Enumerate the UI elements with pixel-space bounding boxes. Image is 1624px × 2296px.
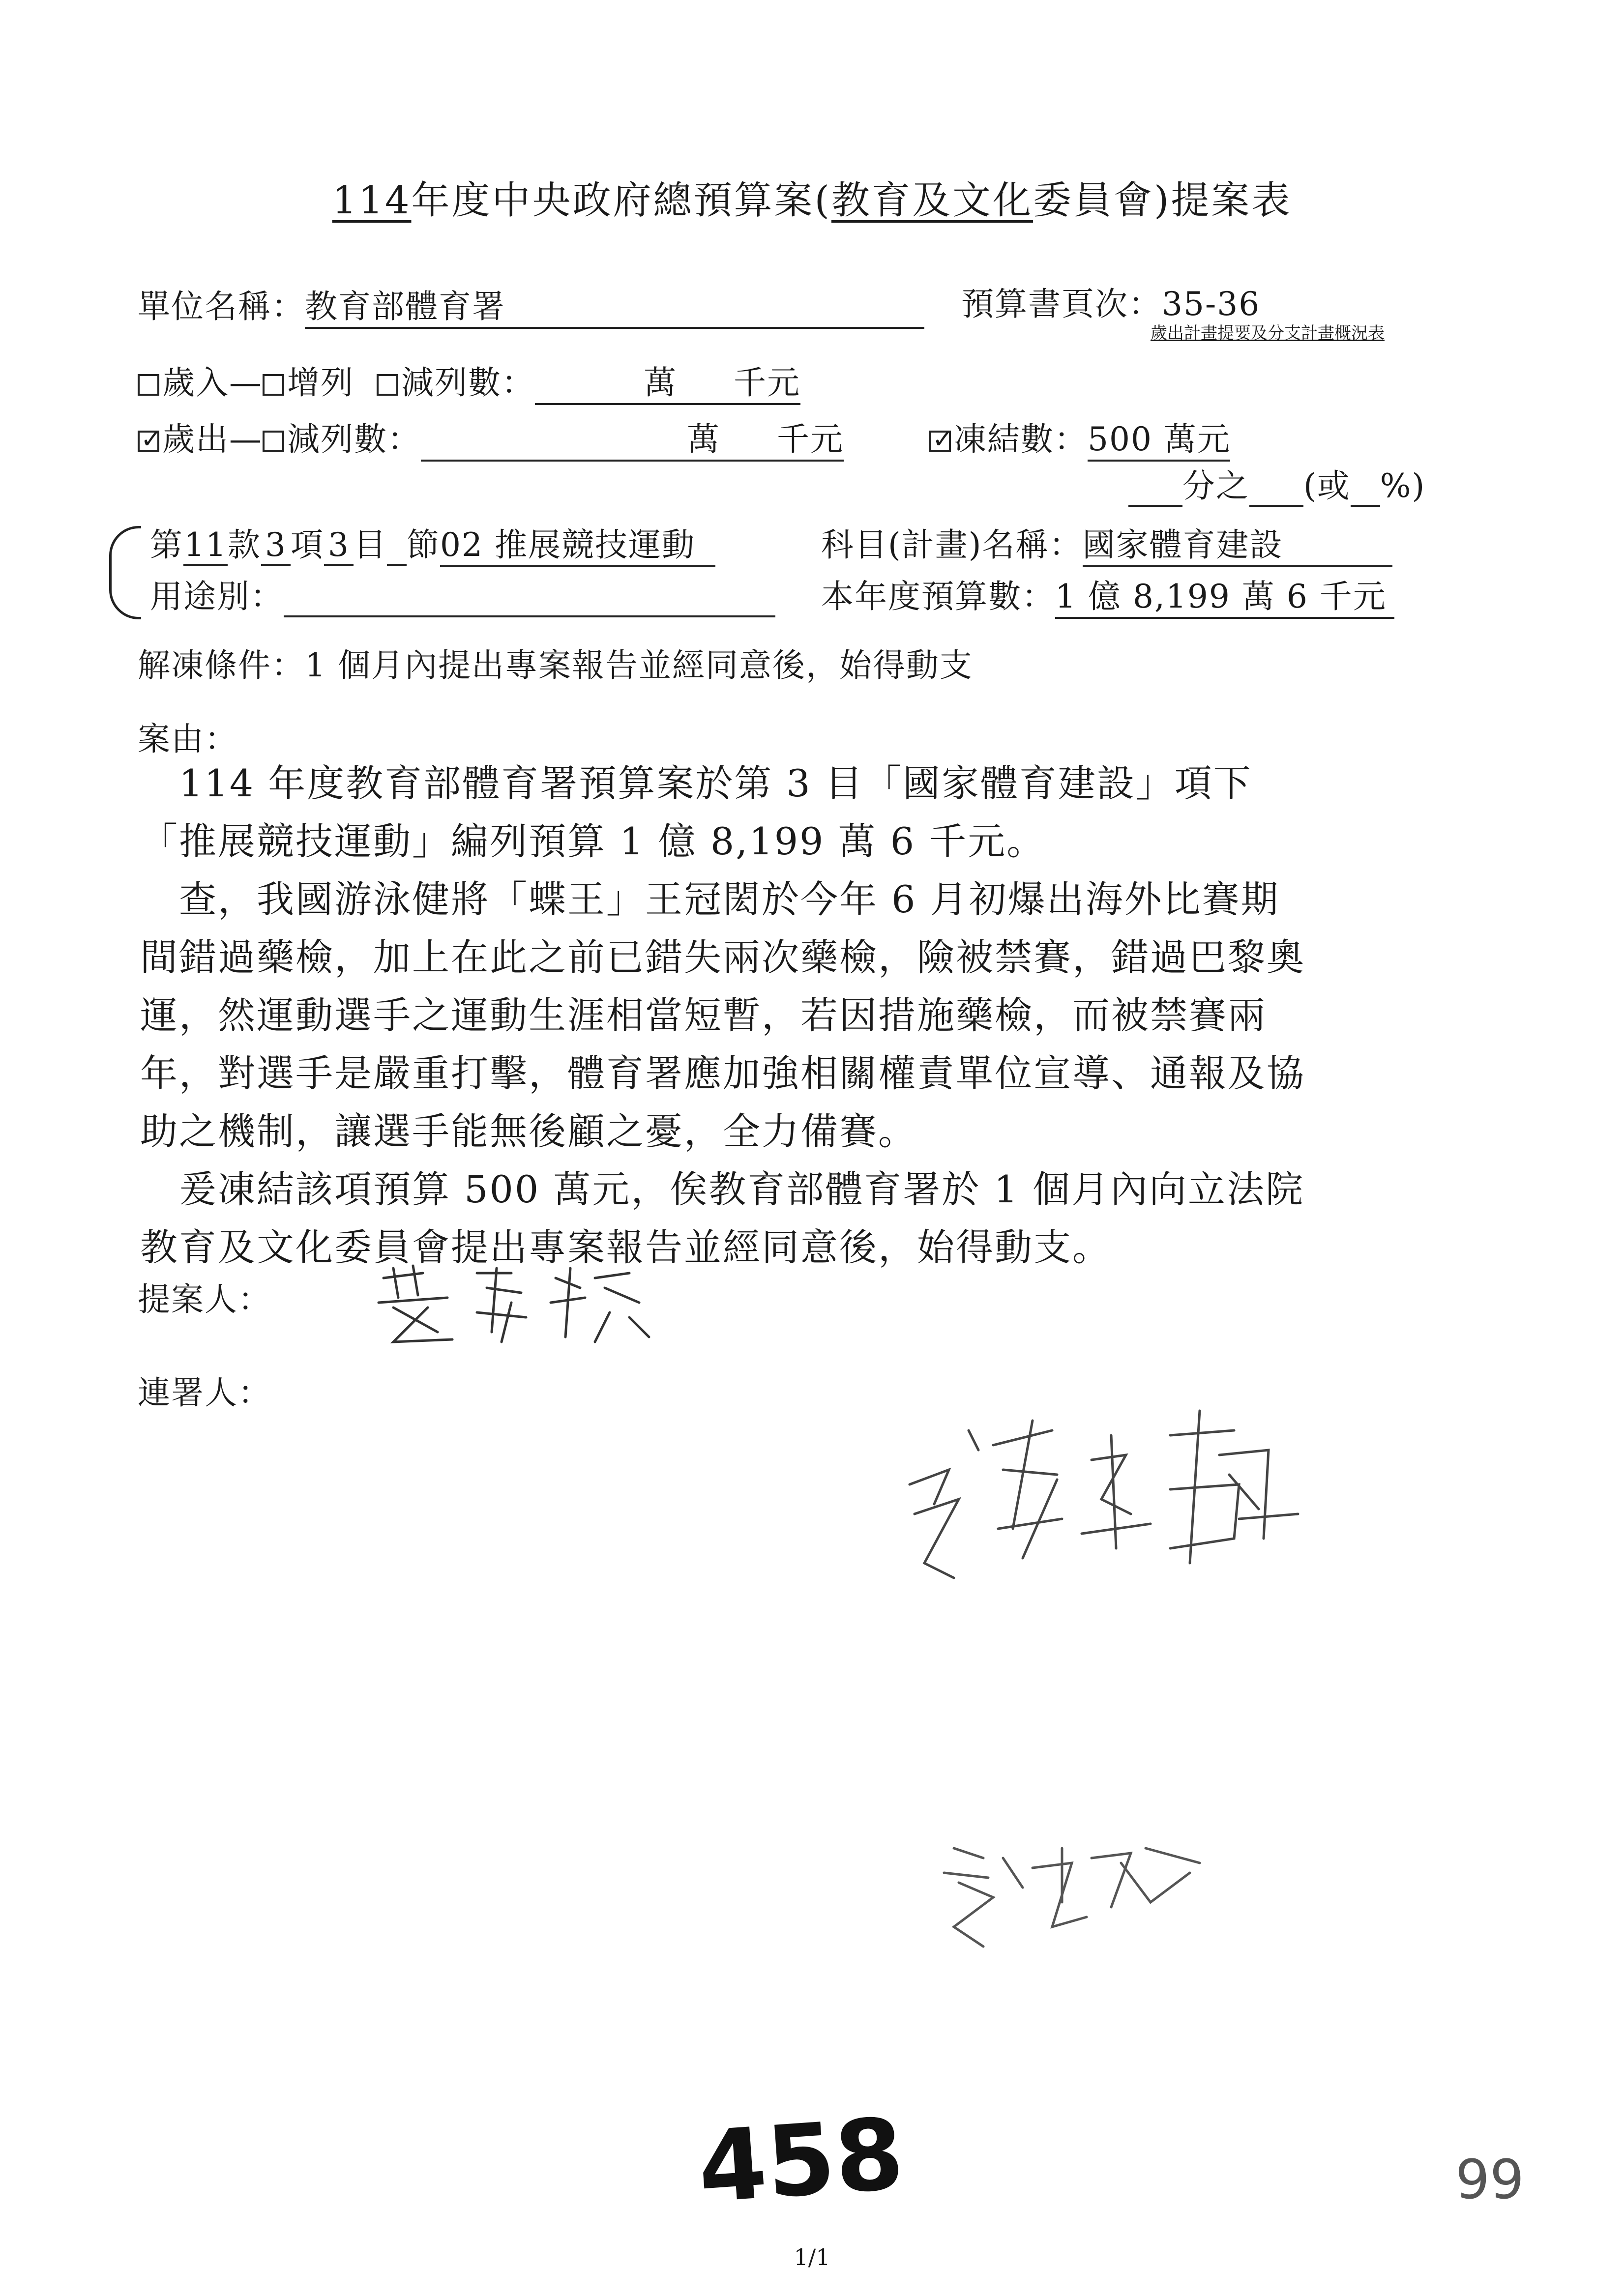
unfreeze-condition: 解凍條件：1 個月內提出專案報告並經同意後，始得動支 [138,646,973,684]
xiang-num: 3 [261,526,291,566]
budget-label: 本年度預算數： [821,578,1055,615]
cosigner-label: 連署人： [138,1374,271,1412]
page-ref [961,278,1260,324]
subject-row [821,519,1392,567]
increase-checkbox[interactable] [263,374,284,396]
subject-value: 國家體育建設 [1083,519,1392,567]
jie: 節 [407,526,440,564]
expense-wan: 萬 [687,420,721,458]
reason-line: 教育及文化委員會提出專案報告並經同意後，始得動支。 [140,1225,1111,1269]
handwritten-page: 99 [1455,2148,1524,2211]
reason-line: 助之機制，讓選手能無後顧之憂，全力備賽。 [140,1109,917,1153]
mu: 目 [354,526,387,564]
usage-row [150,570,775,617]
fraction-row [1128,460,1425,507]
page-label: 預算書頁次： [961,285,1162,323]
revenue-decrease-label: 減列數： [401,364,535,402]
di: 第 [150,526,183,564]
jie-value: 02 推展競技運動 [440,519,715,567]
unit-row [138,280,924,329]
unit-value: 教育部體育署 [305,280,924,329]
expense-qian: 千元 [777,420,844,458]
reason-line: 114 年度教育部體育署預算案於第 3 目「國家體育建設」項下 [140,761,1252,805]
freeze-checkbox[interactable] [929,431,951,452]
fraction-open: (或 [1303,467,1351,505]
fraction-num-field[interactable] [1128,467,1182,507]
footer-page-number: 1/1 [794,2244,830,2270]
title-committee: 教育及文化 [831,178,1033,223]
cosigner-signature-1 [895,1401,1328,1627]
kuan: 款 [228,526,261,564]
revenue-checkbox[interactable] [138,374,159,396]
reason-label: 案由： [138,720,238,758]
percent-field[interactable] [1351,467,1380,507]
increase-label: 增列 [287,364,354,402]
reason-line: 間錯過藥檢，加上在此之前已錯失兩次藥檢，險被禁賽，錯過巴黎奧 [140,935,1305,979]
mu-num: 3 [324,526,354,566]
fraction-close: %) [1380,467,1426,505]
revenue-row [138,356,800,405]
expense-label: 歲出— [162,420,263,458]
fraction-den-field[interactable] [1249,467,1303,507]
expense-row [138,413,844,462]
expense-decrease-label: 減列數： [287,420,421,458]
unit-label: 單位名稱： [138,288,305,325]
revenue-label: 歲入— [162,364,263,402]
subject-label: 科目(計畫)名稱： [821,526,1083,564]
revenue-decrease-checkbox[interactable] [377,374,398,396]
expense-checkbox[interactable] [138,431,159,452]
reason-line: 「推展競技運動」編列預算 1 億 8,199 萬 6 千元。 [140,819,1046,863]
budget-value: 1 億 8,199 萬 6 千元 [1055,570,1394,619]
reason-line: 查，我國游泳健將「蝶王」王冠閎於今年 6 月初爆出海外比賽期 [140,877,1280,921]
page-value: 35-36 [1162,285,1261,323]
budget-row [821,570,1394,619]
freeze-row [929,413,1230,462]
revenue-wan: 萬 [644,364,678,402]
kuan-num: 11 [183,526,228,566]
reason-line: 爰凍結該項預算 500 萬元，俟教育部體育署於 1 個月內向立法院 [140,1167,1305,1211]
freeze-label: 凍結數： [954,420,1088,458]
proposer-signature [364,1258,679,1357]
title-year: 114 [332,178,412,223]
usage-field[interactable] [284,578,775,617]
cosigner-signature-2 [924,1829,1229,1966]
reason-body [140,755,1305,1277]
page-title [0,170,1624,225]
proposer-label: 提案人： [138,1280,271,1318]
jie-num-field[interactable] [387,526,407,566]
page-note: 歲出計畫提要及分支計畫概況表 [1151,323,1385,343]
title-part1: 年度中央政府總預算案( [411,178,831,223]
revenue-amount-field[interactable] [535,356,800,405]
freeze-value: 500 萬元 [1088,413,1230,462]
title-part2: 委員會)提案表 [1033,178,1292,223]
reason-line: 年，對選手是嚴重打擊，體育署應加強相關權責單位宣導、通報及協 [140,1051,1305,1095]
expense-decrease-checkbox[interactable] [263,431,284,452]
brace [109,526,141,619]
handwritten-number: 458 [694,2096,908,2226]
xiang: 項 [291,526,324,564]
expense-amount-field[interactable] [421,413,844,462]
revenue-qian: 千元 [733,364,800,402]
reason-line: 運，然運動選手之運動生涯相當短暫，若因措施藥檢，而被禁賽兩 [140,993,1267,1037]
fraction-mid: 分之 [1182,467,1249,505]
account-row [150,519,715,567]
usage-label: 用途別： [150,578,284,615]
